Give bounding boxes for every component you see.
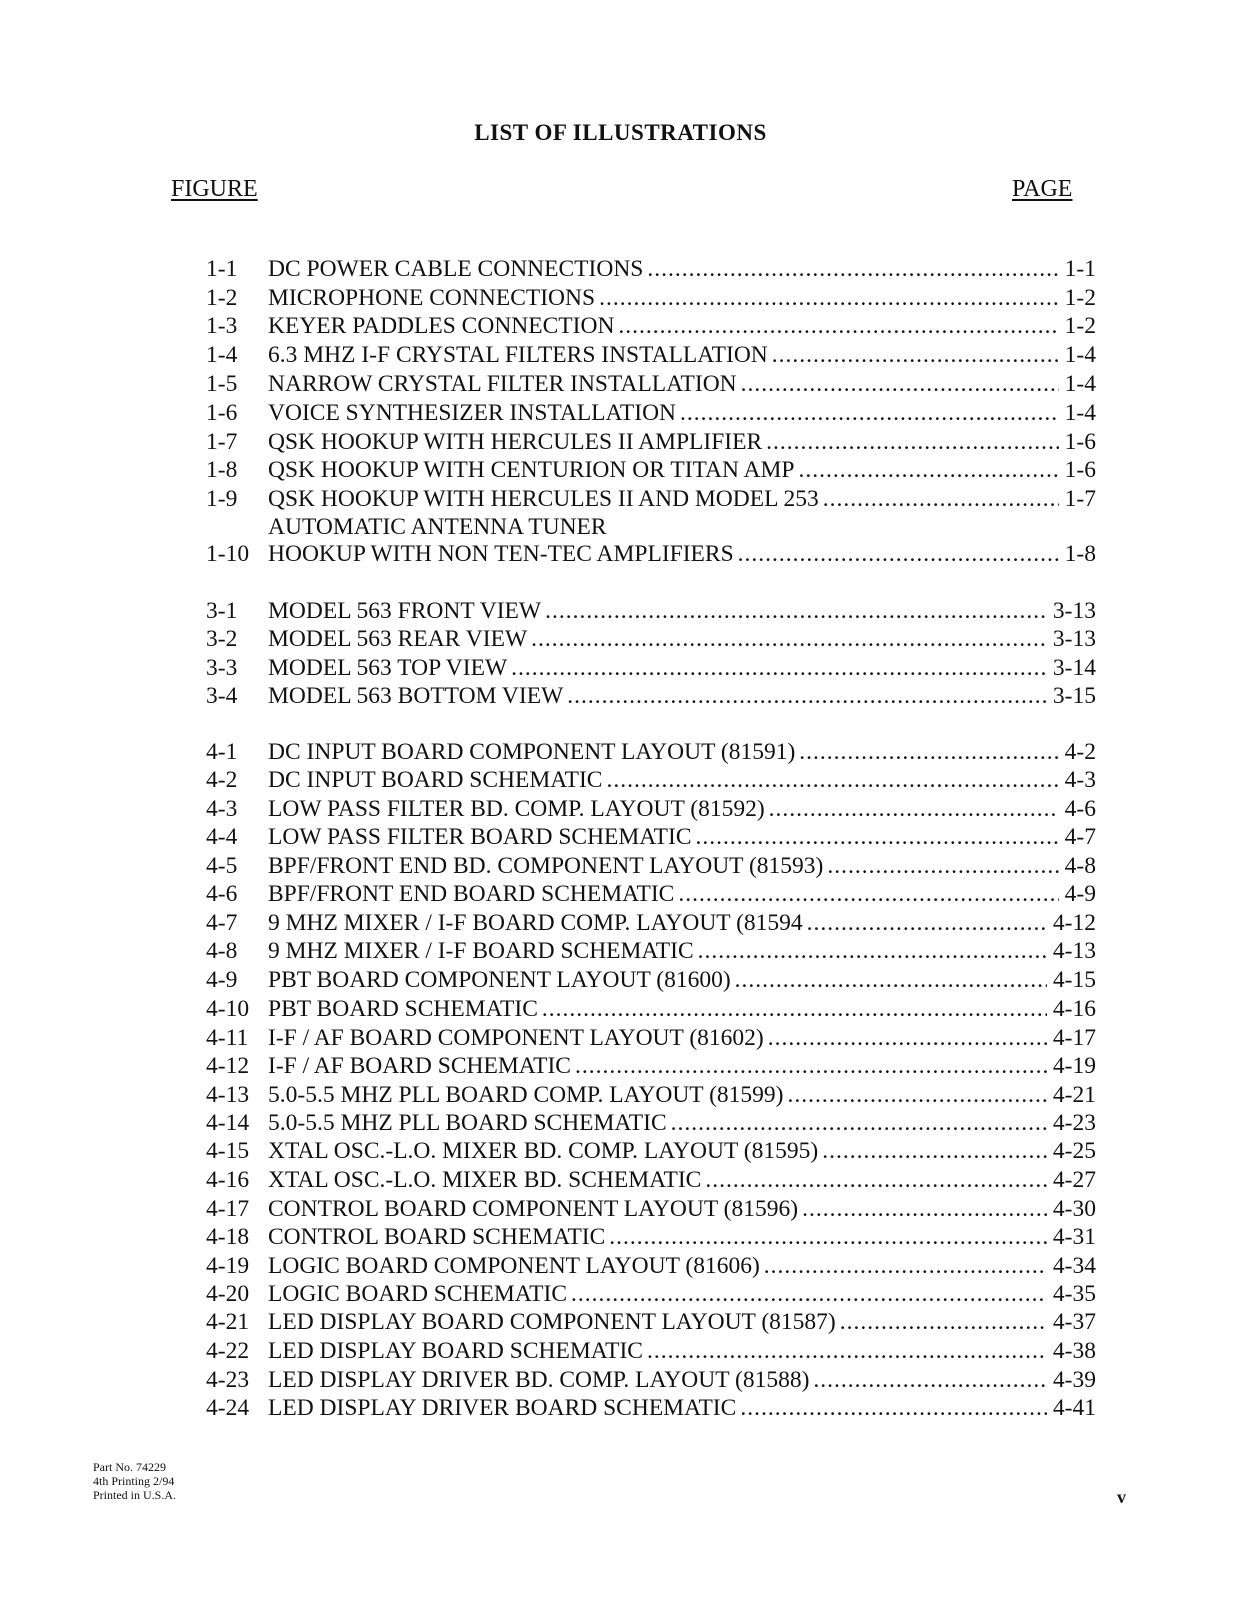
figure-number: 3-1	[206, 598, 238, 624]
list-item	[206, 1167, 1096, 1197]
dot-leader	[511, 655, 1047, 682]
page-ref: 1-4	[1064, 371, 1096, 397]
figure-number: 4-19	[206, 1253, 250, 1279]
figure-title: MODEL 563 REAR VIEW	[268, 626, 528, 652]
figure-title: DC INPUT BOARD COMPONENT LAYOUT (81591)	[268, 739, 796, 765]
dot-leader	[671, 1110, 1047, 1137]
page-ref: 1-1	[1064, 256, 1096, 282]
page-ref: 1-8	[1064, 541, 1096, 567]
figure-title: 9 MHZ MIXER / I-F BOARD SCHEMATIC	[268, 938, 694, 964]
page-ref: 1-2	[1064, 285, 1096, 311]
dot-leader	[840, 1309, 1047, 1336]
page-ref: 1-4	[1064, 400, 1096, 426]
dot-leader	[531, 626, 1047, 653]
print-info	[93, 1460, 176, 1502]
page-column-header: PAGE	[1012, 176, 1073, 202]
figure-title: I-F / AF BOARD SCHEMATIC	[268, 1053, 571, 1079]
dot-leader	[735, 967, 1047, 994]
figure-number: 4-12	[206, 1053, 250, 1079]
figure-number: 1-7	[206, 429, 238, 455]
dot-leader	[545, 598, 1047, 625]
figure-title: NARROW CRYSTAL FILTER INSTALLATION	[268, 371, 737, 397]
figure-column-header: FIGURE	[171, 176, 258, 202]
list-item	[206, 1110, 1096, 1140]
dot-leader	[647, 1338, 1047, 1365]
page-ref: 4-39	[1052, 1367, 1096, 1393]
figure-title: I-F / AF BOARD COMPONENT LAYOUT (81602)	[268, 1025, 764, 1051]
figure-number: 4-2	[206, 767, 238, 793]
page-number: v	[1117, 1487, 1126, 1507]
list-item	[206, 1338, 1096, 1368]
printed-in: Printed in U.S.A.	[93, 1488, 177, 1502]
figure-title: 5.0-5.5 MHZ PLL BOARD COMP. LAYOUT (81599)	[268, 1082, 784, 1108]
figure-title: HOOKUP WITH NON TEN-TEC AMPLIFIERS	[268, 541, 734, 567]
dot-leader	[772, 342, 1059, 369]
dot-leader	[609, 1224, 1047, 1251]
page-ref: 1-7	[1064, 486, 1096, 512]
list-item	[206, 1138, 1096, 1168]
page-ref: 4-16	[1052, 996, 1096, 1022]
figure-number: 3-2	[206, 626, 238, 652]
figure-title: 5.0-5.5 MHZ PLL BOARD SCHEMATIC	[268, 1110, 667, 1136]
list-item	[206, 655, 1096, 685]
list-item	[206, 342, 1096, 372]
list-item	[206, 881, 1096, 911]
figure-number: 4-23	[206, 1367, 250, 1393]
figure-title: MODEL 563 FRONT VIEW	[268, 598, 542, 624]
dot-leader	[798, 457, 1058, 484]
list-item	[206, 683, 1096, 713]
figure-number: 1-2	[206, 285, 238, 311]
figure-number: 3-3	[206, 655, 238, 681]
figure-number: 4-6	[206, 881, 238, 907]
page-ref: 4-3	[1064, 767, 1096, 793]
list-item	[206, 256, 1096, 286]
list-item	[206, 541, 1096, 571]
printing-info: 4th Printing 2/94	[93, 1474, 175, 1488]
figure-title: VOICE SYNTHESIZER INSTALLATION	[268, 400, 677, 426]
dot-leader	[799, 739, 1058, 766]
list-item	[206, 910, 1096, 940]
page-ref: 4-9	[1064, 881, 1096, 907]
figure-title: KEYER PADDLES CONNECTION	[268, 313, 615, 339]
figure-number: 4-9	[206, 967, 238, 993]
list-item	[206, 1281, 1096, 1311]
figure-title: LED DISPLAY DRIVER BD. COMP. LAYOUT (81588)	[268, 1367, 810, 1393]
list-item	[206, 996, 1096, 1026]
page-ref: 3-14	[1052, 655, 1096, 681]
dot-leader	[680, 400, 1059, 427]
page-ref: 4-37	[1052, 1309, 1096, 1335]
figure-number: 4-16	[206, 1167, 250, 1193]
page-ref: 4-19	[1052, 1053, 1096, 1079]
dot-leader	[571, 1281, 1047, 1308]
list-item	[206, 796, 1096, 826]
list-item	[206, 1224, 1096, 1254]
list-item	[206, 371, 1096, 401]
figure-title: 6.3 MHZ I-F CRYSTAL FILTERS INSTALLATION	[268, 342, 768, 368]
figure-number: 1-3	[206, 313, 238, 339]
page-ref: 4-25	[1052, 1138, 1096, 1164]
dot-leader	[738, 541, 1059, 568]
figure-number: 4-11	[206, 1025, 249, 1051]
dot-leader	[827, 853, 1058, 880]
dot-leader	[599, 285, 1059, 312]
list-item	[206, 1025, 1096, 1055]
dot-leader	[678, 881, 1058, 908]
dot-leader	[740, 1395, 1047, 1422]
figure-number: 4-1	[206, 739, 238, 765]
figure-number: 1-9	[206, 486, 238, 512]
list-item	[206, 400, 1096, 430]
figure-number: 4-14	[206, 1110, 250, 1136]
figure-title: LOGIC BOARD COMPONENT LAYOUT (81606)	[268, 1253, 760, 1279]
page-ref: 4-30	[1052, 1196, 1096, 1222]
dot-leader	[822, 1138, 1047, 1165]
dot-leader	[769, 796, 1059, 823]
dot-leader	[698, 938, 1047, 965]
figure-number: 4-10	[206, 996, 250, 1022]
dot-leader	[607, 767, 1059, 794]
dot-leader	[802, 1196, 1047, 1223]
figure-number: 4-15	[206, 1138, 250, 1164]
page-ref: 3-15	[1052, 683, 1096, 709]
figure-number: 4-13	[206, 1082, 250, 1108]
page-ref: 1-6	[1064, 429, 1096, 455]
page-ref: 1-6	[1064, 457, 1096, 483]
list-item	[206, 1082, 1096, 1112]
dot-leader	[542, 996, 1047, 1023]
list-item	[206, 1309, 1096, 1339]
figure-number: 1-1	[206, 256, 238, 282]
page-ref: 4-23	[1052, 1110, 1096, 1136]
list-item	[206, 626, 1096, 656]
dot-leader	[788, 1082, 1047, 1109]
page-ref: 4-27	[1052, 1167, 1096, 1193]
page-ref: 4-13	[1052, 938, 1096, 964]
list-item	[206, 853, 1096, 883]
figure-title: XTAL OSC.-L.O. MIXER BD. COMP. LAYOUT (81595)	[268, 1138, 819, 1164]
figure-title: BPF/FRONT END BD. COMPONENT LAYOUT (81593)	[268, 853, 824, 879]
page-ref: 4-31	[1052, 1224, 1096, 1250]
figure-title: MODEL 563 TOP VIEW	[268, 655, 508, 681]
figure-number: 3-4	[206, 683, 238, 709]
figure-number: 4-17	[206, 1196, 250, 1222]
figure-number: 4-5	[206, 853, 238, 879]
dot-leader	[766, 429, 1059, 456]
page-ref: 4-6	[1064, 796, 1096, 822]
figure-number: 4-21	[206, 1309, 250, 1335]
figure-number: 4-7	[206, 910, 238, 936]
figure-title: CONTROL BOARD COMPONENT LAYOUT (81596)	[268, 1196, 799, 1222]
figure-number: 4-24	[206, 1395, 250, 1421]
list-item	[206, 739, 1096, 769]
page-ref: 4-41	[1052, 1395, 1096, 1421]
figure-title: XTAL OSC.-L.O. MIXER BD. SCHEMATIC	[268, 1167, 702, 1193]
list-item	[206, 598, 1096, 628]
figure-number: 4-18	[206, 1224, 250, 1250]
list-item	[206, 938, 1096, 968]
figure-number: 4-3	[206, 796, 238, 822]
list-item	[206, 967, 1096, 997]
dot-leader	[807, 910, 1047, 937]
dot-leader	[647, 256, 1058, 283]
part-number: Part No. 74229	[93, 1460, 166, 1474]
figure-number: 4-20	[206, 1281, 250, 1307]
page-ref: 3-13	[1052, 598, 1096, 624]
list-item	[206, 767, 1096, 797]
dot-leader	[741, 371, 1059, 398]
page-ref: 4-8	[1064, 853, 1096, 879]
list-item	[206, 824, 1096, 854]
dot-leader	[575, 1053, 1047, 1080]
list-item	[206, 1196, 1096, 1226]
figure-number: 4-4	[206, 824, 238, 850]
dot-leader	[823, 486, 1059, 513]
figure-title: DC INPUT BOARD SCHEMATIC	[268, 767, 603, 793]
figure-title: PBT BOARD COMPONENT LAYOUT (81600)	[268, 967, 731, 993]
figure-title: QSK HOOKUP WITH CENTURION OR TITAN AMP	[268, 457, 795, 483]
dot-leader	[813, 1367, 1047, 1394]
page-ref: 1-4	[1064, 342, 1096, 368]
figure-title: BPF/FRONT END BOARD SCHEMATIC	[268, 881, 675, 907]
figure-title: MICROPHONE CONNECTIONS	[268, 285, 596, 311]
page-title: LIST OF ILLUSTRATIONS	[474, 120, 767, 145]
figure-title: QSK HOOKUP WITH HERCULES II AND MODEL 253	[268, 486, 819, 512]
figure-title: LED DISPLAY BOARD COMPONENT LAYOUT (81587)	[268, 1309, 836, 1335]
page-ref: 4-34	[1052, 1253, 1096, 1279]
figure-number: 1-10	[206, 541, 250, 567]
dot-leader	[567, 683, 1047, 710]
list-item	[206, 457, 1096, 487]
figure-number: 4-8	[206, 938, 238, 964]
figure-title: DC POWER CABLE CONNECTIONS	[268, 256, 644, 282]
figure-title: QSK HOOKUP WITH HERCULES II AMPLIFIER	[268, 429, 763, 455]
page-ref: 4-35	[1052, 1281, 1096, 1307]
figure-number: 1-4	[206, 342, 238, 368]
list-item	[206, 1395, 1096, 1425]
page-ref: 4-12	[1052, 910, 1096, 936]
page-ref: 4-7	[1064, 824, 1096, 850]
list-item	[206, 429, 1096, 459]
figure-title: MODEL 563 BOTTOM VIEW	[268, 683, 564, 709]
page-ref: 4-21	[1052, 1082, 1096, 1108]
dot-leader	[764, 1253, 1047, 1280]
figure-title: CONTROL BOARD SCHEMATIC	[268, 1224, 606, 1250]
list-item	[206, 1053, 1096, 1083]
list-item	[206, 1253, 1096, 1283]
page-ref: 3-13	[1052, 626, 1096, 652]
list-item	[206, 486, 1096, 516]
figure-title: LOW PASS FILTER BOARD SCHEMATIC	[268, 824, 692, 850]
figure-title: LED DISPLAY BOARD SCHEMATIC	[268, 1338, 643, 1364]
list-item	[206, 285, 1096, 315]
list-item	[206, 313, 1096, 343]
figure-number: 4-22	[206, 1338, 250, 1364]
figure-title: LED DISPLAY DRIVER BOARD SCHEMATIC	[268, 1395, 737, 1421]
figure-title: PBT BOARD SCHEMATIC	[268, 996, 538, 1022]
figure-title: LOW PASS FILTER BD. COMP. LAYOUT (81592)	[268, 796, 765, 822]
figure-title: LOGIC BOARD SCHEMATIC	[268, 1281, 567, 1307]
dot-leader	[618, 313, 1058, 340]
page-ref: 1-2	[1064, 313, 1096, 339]
figure-title: 9 MHZ MIXER / I-F BOARD COMP. LAYOUT (81594	[268, 910, 803, 936]
dot-leader	[768, 1025, 1047, 1052]
page-ref: 4-2	[1064, 739, 1096, 765]
page-ref: 4-17	[1052, 1025, 1096, 1051]
figure-title-continuation: AUTOMATIC ANTENNA TUNER	[268, 514, 607, 540]
page-ref: 4-15	[1052, 967, 1096, 993]
list-item	[206, 1367, 1096, 1397]
figure-number: 1-5	[206, 371, 238, 397]
figure-number: 1-6	[206, 400, 238, 426]
page-ref: 4-38	[1052, 1338, 1096, 1364]
dot-leader	[696, 824, 1059, 851]
dot-leader	[705, 1167, 1047, 1194]
figure-number: 1-8	[206, 457, 238, 483]
